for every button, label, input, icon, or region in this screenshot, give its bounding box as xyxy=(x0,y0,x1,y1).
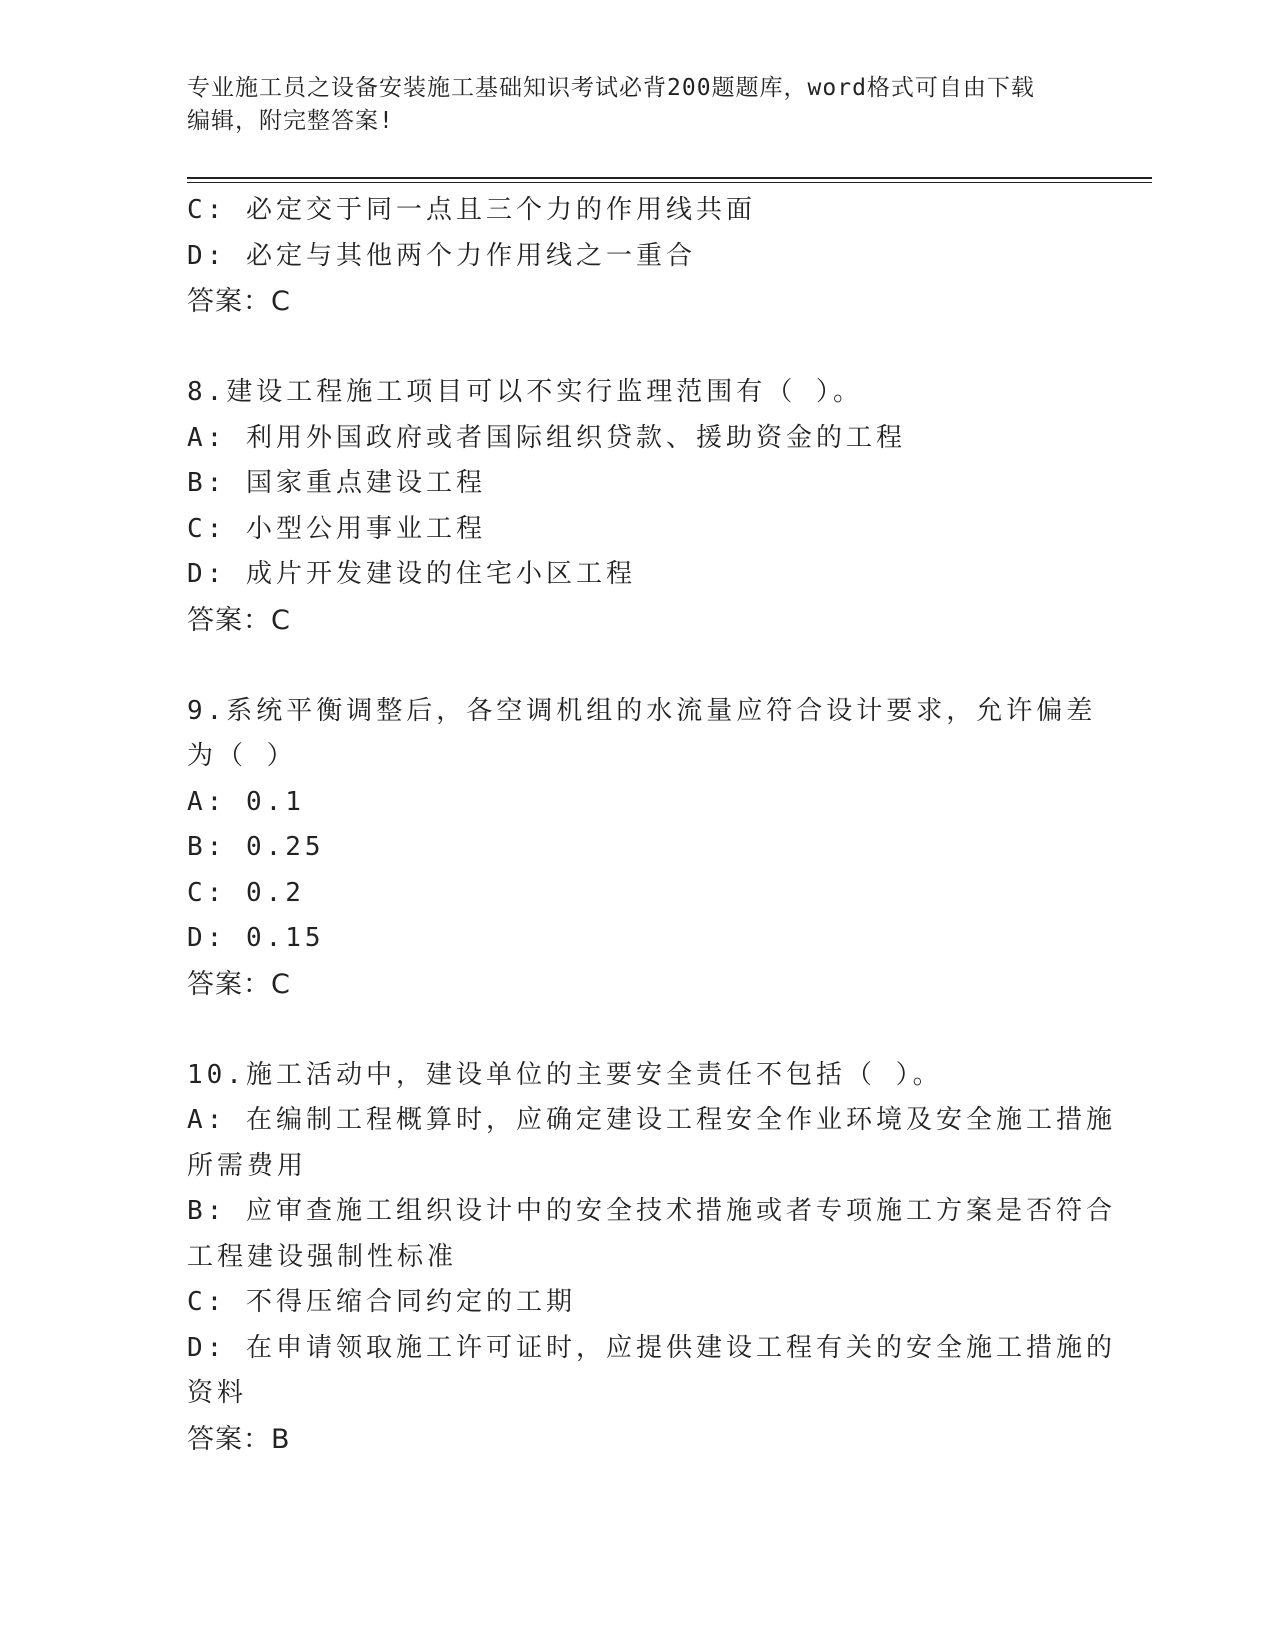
option-c: C: 不得压缩合同约定的工期 xyxy=(187,1287,576,1317)
option-b-line2: 工程建设强制性标准 xyxy=(187,1241,458,1272)
option-d: D: 成片开发建设的住宅小区工程 xyxy=(187,559,636,589)
header-title-line2: 编辑，附完整答案! xyxy=(187,108,394,134)
option-a-line2: 所需费用 xyxy=(187,1150,308,1181)
header-title-line1: 专业施工员之设备安装施工基础知识考试必背200题题库，word格式可自由下载 xyxy=(187,75,1035,101)
question-8 xyxy=(187,370,1087,643)
answer: 答案：C xyxy=(187,286,291,317)
option-c: C: 0.2 xyxy=(187,877,305,908)
spacer xyxy=(187,643,1087,689)
option-c: C: 小型公用事业工程 xyxy=(187,513,486,544)
spacer xyxy=(187,325,1087,371)
question-9 xyxy=(187,689,1097,1008)
question-text-line1: 9.系统平衡调整后，各空调机组的水流量应符合设计要求，允许偏差 xyxy=(187,695,1097,726)
option-d: D: 0.15 xyxy=(187,923,325,953)
spacer xyxy=(187,1007,1087,1053)
option-b-line1: B: 应审查施工组织设计中的安全技术措施或者专项施工方案是否符合 xyxy=(187,1196,1116,1226)
question-text-line2: 为（ ） xyxy=(187,741,297,771)
document-header xyxy=(187,72,1067,138)
question-text: 10.施工活动中，建设单位的主要安全责任不包括（ ）。 xyxy=(187,1059,943,1090)
option-c: C: 必定交于同一点且三个力的作用线共面 xyxy=(187,195,756,225)
option-b: B: 国家重点建设工程 xyxy=(187,468,486,498)
answer: 答案：C xyxy=(187,604,291,636)
option-d-line1: D: 在申请领取施工许可证时，应提供建设工程有关的安全施工措施的 xyxy=(187,1332,1116,1363)
question-10 xyxy=(187,1053,1116,1463)
question-text: 8.建设工程施工项目可以不实行监理范围有（ ）。 xyxy=(187,377,863,407)
header-divider-thin xyxy=(187,182,1152,183)
answer: 答案：C xyxy=(187,968,291,1000)
option-d-line2: 资料 xyxy=(187,1378,248,1408)
question-7 xyxy=(187,188,1087,325)
option-a: A: 0.1 xyxy=(187,786,305,817)
question-list xyxy=(187,188,1116,1462)
option-b: B: 0.25 xyxy=(187,832,325,862)
option-a: A: 利用外国政府或者国际组织贷款、援助资金的工程 xyxy=(187,422,906,453)
answer: 答案：B xyxy=(187,1423,291,1455)
header-divider-thick xyxy=(187,177,1152,179)
option-a-line1: A: 在编制工程概算时，应确定建设工程安全作业环境及安全施工措施 xyxy=(187,1105,1116,1135)
option-d: D: 必定与其他两个力作用线之一重合 xyxy=(187,240,696,271)
